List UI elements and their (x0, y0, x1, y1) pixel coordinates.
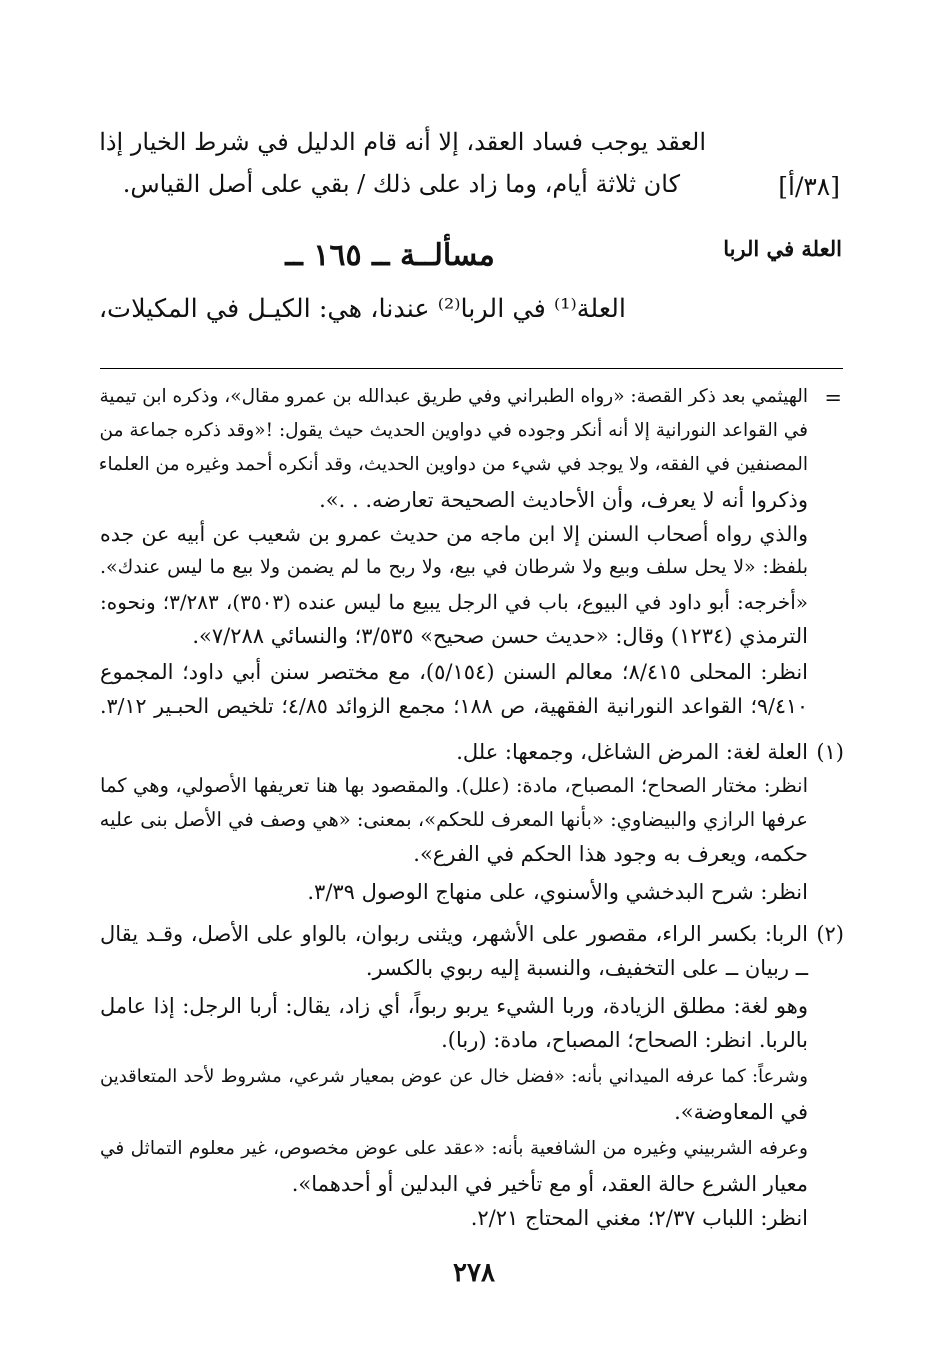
footnote-cont-line: والذي رواه أصحاب السنن إلا ابن ماجه من حديث عمرو بن شعيب عن أبيه عن جده (100, 522, 808, 546)
masala-heading: مسألــة ــ ١٦٥ ــ (285, 238, 495, 273)
footnote-2-line: بالربا. انظر: الصحاح؛ المصباح، مادة: (ربا). (441, 1028, 808, 1052)
footnote-cont-line: في القواعد النورانية إلا أنه أنكر وجوده في دواوين الحديث حيث يقول: !«وقد ذكره جماعة من (99, 420, 808, 441)
footnote-separator (100, 368, 843, 369)
footnote-cont-line: الهيثمي بعد ذكر القصة: «رواه الطبراني وفي طريق عبدالله بن عمرو مقال»، وذكره ابن تيمية (99, 386, 808, 407)
footnote-2-line: معيار الشرع حالة العقد، أو مع تأخير في البدلين أو أحدهما». (291, 1172, 808, 1196)
folio-marker: [٣٨/أ] (778, 172, 840, 201)
footnote-cont-line: الترمذي (١٢٣٤) وقال: «حديث حسن صحيح» ٣/٥٣٥؛ والنسائي ٧/٢٨٨». (192, 624, 808, 648)
footnote-1-line: انظر: مختار الصحاح؛ المصباح، مادة: (علل). والمقصود بها هنا تعريفها الأصولي، وهي كما (100, 774, 808, 797)
margin-note: العلة في الربا (723, 236, 842, 261)
footnote-2-line: انظر: اللباب ٢/٣٧؛ مغني المحتاج ٢/٢١. (470, 1206, 808, 1230)
footnote-1-line: العلة لغة: المرض الشاغل، وجمعها: علل. (456, 740, 808, 764)
footnote-1-line: عرفها الرازي والبيضاوي: «بأنها المعرف للحكم»، بمعنى: «هي وصف في الأصل بنى عليه (99, 808, 808, 831)
footnote-2-line: وعرفه الشربيني وغيره من الشافعية بأنه: «عقد على عوض مخصوص، غير معلوم التماثل في (100, 1138, 808, 1159)
footnote-1-line: حكمه، ويعرف به وجود هذا الحكم في الفرع». (413, 842, 808, 866)
footnote-2-line: في المعاوضة». (674, 1100, 808, 1124)
footnote-2-line: وشرعاً: كما عرفه الميداني بأنه: «فضل خال عن عوض بمعيار شرعي، مشروط لأحد المتعاقدين (100, 1066, 808, 1087)
body-line-2: كان ثلاثة أيام، وما زاد على ذلك / بقي على أصل القياس. (122, 170, 680, 198)
footnote-cont-line: ٩/٤١٠؛ القواعد النورانية الفقهية، ص ١٨٨؛ مجمع الزوائد ٤/٨٥؛ تلخيص الحبـير ٣/١٢. (100, 694, 808, 718)
footnote-cont-line: «أخرجه: أبو داود في البيوع، باب في الرجل يبيع ما ليس عنده (٣٥٠٣)، ٣/٢٨٣؛ ونحوه: (100, 590, 808, 614)
footnote-cont-line: المصنفين في الفقه، ولا يوجد في شيء من دواوين الحديث، وقد أنكره أحمد وغيره من العلماء (98, 454, 808, 475)
footnote-1-line: انظر: شرح البدخشي والأسنوي، على منهاج الوصول ٣/٣٩. (307, 880, 808, 904)
footnote-2-line: وهو لغة: مطلق الزيادة، وربا الشيء يربو ربواً، أي زاد، يقال: أربا الرجل: إذا عامل (100, 994, 808, 1018)
continuation-mark: = (824, 386, 842, 410)
footnote-cont-line: انظر: المحلى ٨/٤١٥؛ معالم السنن (٥/١٥٤)، مع مختصر سنن أبي داود؛ المجموع (100, 660, 809, 684)
body-line-1: العقد يوجب فساد العقد، إلا أنه قام الدليل في شرط الخيار إذا (99, 128, 706, 156)
footnote-cont-line: وذكروا أنه لا يعرف، وأن الأحاديث الصحيحة تعارضه. . .». (319, 488, 808, 512)
footnote-2-line: ــ ربيان ــ على التخفيف، والنسبة إليه ربوي بالكسر. (365, 956, 808, 980)
body-line-3: العلة⁽¹⁾ في الربا⁽²⁾ عندنا، هي: الكيـل في المكيلات، (98, 294, 626, 324)
footnote-2-line: الربا: بكسر الراء، مقصور على الأشهر، ويثنى ربوان، بالواو على الأصل، وقـد يقال (100, 922, 808, 946)
page-number: ٢٧٨ (453, 1258, 495, 1288)
footnote-1-number: (١) (816, 740, 844, 764)
footnote-2-number: (٢) (816, 922, 844, 946)
footnote-cont-line: بلفظ: «لا يحل سلف وبيع ولا شرطان في بيع، ولا ربح ما لم يضمن ولا بيع ما ليس عندك». (100, 556, 808, 578)
